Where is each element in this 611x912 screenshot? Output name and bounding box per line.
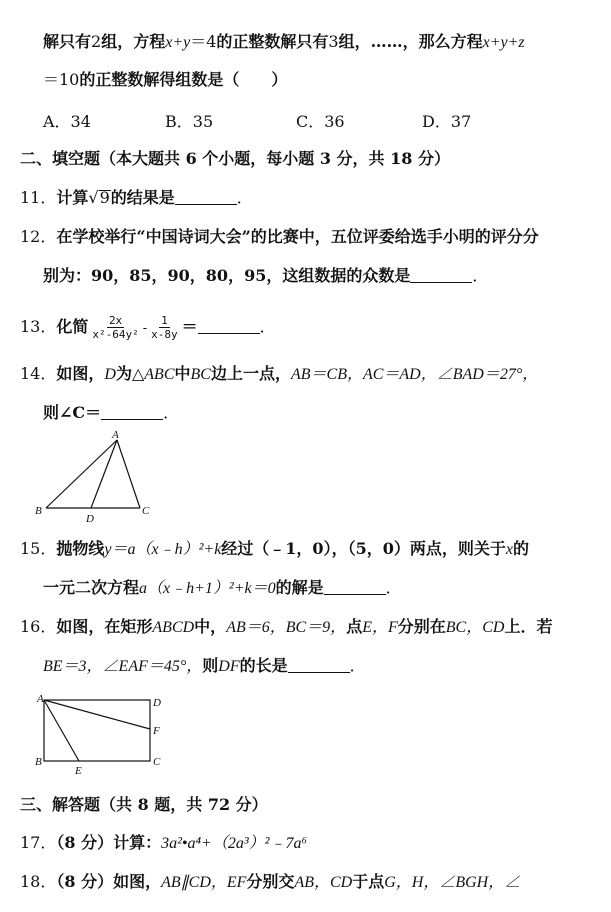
- choice-d: D．37: [422, 112, 472, 131]
- q11-text-a: 计算: [56, 188, 89, 207]
- q16-label-d: D: [153, 697, 161, 709]
- q12-text-1: 在学校举行“中国诗词大会”的比赛中，五位评委给选手小明的评分分: [56, 227, 539, 246]
- q16-number: 16．: [20, 617, 57, 636]
- q13-f2-numerator: 1: [161, 314, 168, 327]
- q18-points: G，H，∠BGH，∠: [384, 874, 521, 891]
- q14-answer-blank[interactable]: [101, 403, 163, 420]
- q16-sides: BC，CD: [445, 619, 505, 636]
- q15-text-e: 的解是: [275, 578, 324, 597]
- q16-label-b: B: [35, 756, 42, 768]
- choice-c: C．36: [296, 112, 345, 131]
- q15-equation: a（x﹣h+1）²+k＝0: [139, 580, 276, 597]
- q16-end: ．: [349, 656, 366, 675]
- q17-expression: 3a²•a⁴+（2a³）²﹣7a⁶: [161, 835, 308, 852]
- q14-line-2: [43, 403, 611, 423]
- choice-b: B．35: [165, 112, 214, 131]
- q18-text-c: 分别交: [246, 872, 295, 891]
- q14-text-d: 边上一点，: [210, 364, 291, 383]
- q18-lines-2: AB，CD: [294, 874, 353, 891]
- q12-end: ．: [472, 266, 489, 285]
- q15-line-2: [43, 578, 611, 599]
- q15-text-d: 一元二次方程: [43, 578, 140, 597]
- q16-rectangle-figure: [30, 690, 170, 780]
- q16-line-2: [43, 656, 611, 677]
- q14-text-2: 则∠C＝: [43, 403, 102, 422]
- q13-answer-blank[interactable]: [198, 317, 260, 334]
- q16-lengths: AB＝6，BC＝9，: [226, 619, 347, 636]
- q11-radicand: 9: [99, 188, 110, 207]
- q16-df: DF: [218, 658, 240, 675]
- q16-text-e: 分别在: [397, 617, 446, 636]
- q10-eq2: x+y+z: [482, 34, 525, 51]
- q10-num-2: 2: [91, 32, 102, 51]
- q13-f1-numerator: 2x: [108, 314, 123, 327]
- q14-label-a: A: [112, 429, 119, 441]
- q14-text-c: 中: [174, 364, 191, 383]
- q14-label-d: D: [86, 513, 94, 525]
- q10-text-d: 的正整数解只有: [216, 32, 329, 51]
- q14-text-b: 为△: [115, 364, 145, 383]
- q16-text-d: 点: [346, 617, 363, 636]
- q12-text-2: 别为：90，85，90，80，95，这组数据的众数是: [43, 266, 411, 285]
- q14-label-b: B: [35, 505, 42, 517]
- q13: [20, 314, 611, 341]
- q13-text: 化简: [56, 317, 89, 336]
- q16-segment-af: [44, 700, 150, 729]
- q16-text-f: 上．若: [504, 617, 553, 636]
- q11-answer-blank[interactable]: [175, 188, 237, 205]
- q15-text-a: 抛物线: [56, 539, 105, 558]
- q18: [20, 872, 611, 893]
- q16-text-g: 则: [202, 656, 219, 675]
- q14-end: ．: [163, 403, 180, 422]
- q12-line-1: [20, 227, 611, 247]
- q11-end: ．: [236, 188, 253, 207]
- q14-point-d: D: [104, 366, 116, 383]
- q11-number: 11．: [20, 188, 57, 207]
- q15-answer-blank[interactable]: [324, 578, 386, 595]
- q12-number: 12．: [20, 227, 57, 246]
- q10-text-a: 解只有: [43, 32, 92, 51]
- section-3-heading: 三、解答题（共 8 题，共 72 分）: [20, 795, 268, 814]
- q15-number: 15．: [20, 539, 57, 558]
- q10-line-1: [43, 32, 611, 53]
- q15-parabola: y＝a（x﹣h）²+k: [104, 541, 222, 558]
- q10-text-b: 组，方程: [101, 32, 166, 51]
- q13-number: 13．: [20, 317, 57, 336]
- q15-text-c: 的: [512, 539, 529, 558]
- q15-var-x: x: [505, 541, 513, 558]
- q13-f2-denominator: x-8y: [151, 328, 178, 341]
- q10-num-3: 3: [328, 32, 339, 51]
- q14-side-ab: [46, 440, 117, 508]
- q16-label-e: E: [75, 765, 82, 777]
- q18-text-e: 于点: [352, 872, 385, 891]
- q16-label-a: A: [37, 693, 44, 705]
- q13-fraction-2: [149, 314, 180, 341]
- q10-eq1: x+y: [165, 34, 191, 51]
- q13-end: ．: [259, 317, 276, 336]
- sqrt-symbol: √: [88, 188, 99, 207]
- q16-segment-ae: [44, 700, 79, 761]
- q12-line-2: [43, 266, 611, 286]
- q16-points: E，F: [362, 619, 398, 636]
- q14-side-ac: [117, 440, 140, 508]
- q18-lines: AB∥CD，EF: [161, 874, 247, 891]
- q10-line-2: [43, 70, 611, 90]
- q16-text-a: 如图，在矩形: [56, 617, 153, 636]
- q15-line-1: [20, 539, 611, 560]
- q15-text-b: 经过（﹣1，0），（5，0）两点，则关于: [221, 539, 506, 558]
- q14-line-1: [20, 364, 611, 385]
- q16-line-1: [20, 617, 611, 638]
- q18-text-a: （8 分）如图，: [56, 872, 162, 891]
- q14-conditions: AB＝CB，AC＝AD，∠BAD＝27°，: [290, 366, 539, 383]
- q14-number: 14．: [20, 364, 57, 383]
- q16-rect: ABCD: [152, 619, 195, 636]
- q10-eq2-rhs: ＝10: [43, 70, 80, 89]
- q17: [20, 833, 611, 854]
- q16-label-c: C: [153, 756, 161, 768]
- choice-a: A．34: [43, 112, 91, 131]
- q13-equals: ＝: [181, 317, 198, 336]
- q17-number: 17．: [20, 833, 57, 852]
- q13-minus: -: [142, 321, 148, 336]
- q11-text-b: 的结果是: [110, 188, 175, 207]
- q17-text: （8 分）计算：: [56, 833, 162, 852]
- q14-triangle: ABC: [144, 366, 175, 383]
- q14-text-a: 如图，: [56, 364, 105, 383]
- q14-side-bc: BC: [190, 366, 211, 383]
- q16-label-f: F: [153, 725, 160, 737]
- q10-question: 的正整数解得组数是（ ）: [79, 70, 288, 89]
- q12-answer-blank[interactable]: [410, 266, 472, 283]
- q11: [20, 188, 611, 208]
- q16-answer-blank[interactable]: [288, 656, 350, 673]
- q14-label-c: C: [142, 505, 150, 517]
- q10-eq1-rhs: ＝4: [190, 32, 217, 51]
- q15-end: ．: [385, 578, 402, 597]
- q16-text-b: 中，: [194, 617, 227, 636]
- q10-text-e: 组，……，那么方程: [338, 32, 483, 51]
- q16-text-h: 的长是: [239, 656, 288, 675]
- q14-triangle-figure: [30, 428, 160, 528]
- q16-conditions: BE＝3，∠EAF＝45°，: [43, 658, 203, 675]
- q16-rect-abcd: [44, 700, 150, 761]
- section-2-heading: 二、填空题（本大题共 6 个小题，每小题 3 分，共 18 分）: [20, 149, 450, 168]
- q13-fraction-1: [90, 314, 140, 341]
- q18-number: 18．: [20, 872, 57, 891]
- q14-segment-ad: [91, 440, 117, 508]
- q13-f1-denominator: x²-64y²: [92, 328, 139, 341]
